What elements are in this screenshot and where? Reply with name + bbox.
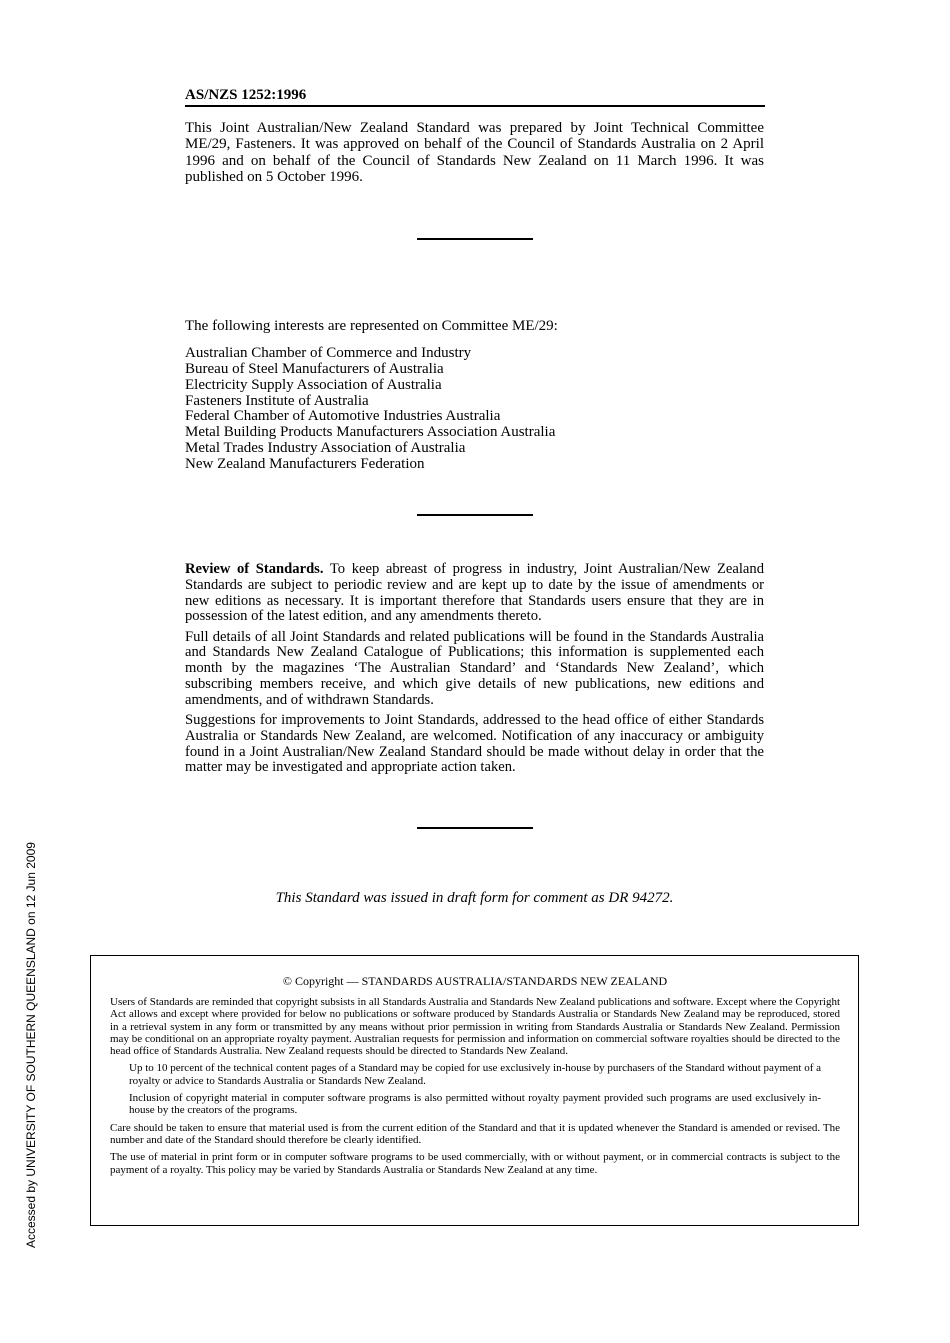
approval-statement: This Joint Australian/New Zealand Standard was prepared by Joint Technical Committee ME/29, Fasteners. It was approved on behalf of the Council of Standards Australia on 2 April 1996 and on behalf of the Council of Standards New Zealand on 11 March 1996. It was published on 5 October 1996. <box>185 120 764 185</box>
list-item: New Zealand Manufacturers Federation <box>185 455 425 472</box>
list-item: Federal Chamber of Automotive Industries Australia <box>185 408 501 425</box>
section-divider <box>417 827 533 829</box>
copyright-paragraph: Up to 10 percent of the technical content pages of a Standard may be copied for use exclusively in-house by purchasers of the Standard without payment of a royalty or advice to Standards Australia or Standards New Zealand. <box>129 1062 821 1087</box>
committee-interests-list <box>185 346 765 473</box>
review-paragraph <box>185 562 764 625</box>
copyright-title: © Copyright — STANDARDS AUSTRALIA/STANDARDS NEW ZEALAND <box>282 974 668 988</box>
list-item: Metal Trades Industry Association of Australia <box>185 440 466 457</box>
standard-number: AS/NZS 1252:1996 <box>185 86 765 107</box>
copyright-paragraph: The use of material in print form or in computer software programs to be used commercially, with or without payment, or in commercial contracts is subject to the payment of a royalty. This policy may be varied by Standards Australia or Standards New Zealand at any time. <box>110 1151 840 1176</box>
list-item: Metal Building Products Manufacturers Association Australia <box>185 424 556 441</box>
review-paragraph-text: To keep abreast of progress in industry, Joint Australian/New Zealand Standards are subject to periodic review and are kept up to date by the issue of amendments or new editions as necessary. It is important therefore that Standards users ensure that they are in possession of the latest edition, and any amendments thereto. <box>185 561 764 625</box>
section-divider <box>417 514 533 516</box>
review-paragraph: Suggestions for improvements to Joint Standards, addressed to the head office of either Standards Australia or Standards New Zealand, are welcomed. Notification of any inaccuracy or ambiguity found in a Joint Australian/New Zealand Standard should be made without delay in order that the matter may be investigated and appropriate action taken. <box>185 711 764 776</box>
list-item: Fasteners Institute of Australia <box>185 392 369 409</box>
copyright-paragraph: Care should be taken to ensure that material used is from the current edition of the Standard and that it is updated whenever the Standard is amended or revised. The number and date of the Standard should therefore be clearly identified. <box>110 1121 840 1146</box>
review-of-standards <box>185 562 764 781</box>
copyright-paragraph: Inclusion of copyright material in computer software programs is also permitted without royalty payment provided such programs are used exclusively in-house by the creators of the programs. <box>129 1092 821 1117</box>
copyright-notice-box <box>90 955 859 1226</box>
access-watermark: Accessed by UNIVERSITY OF SOUTHERN QUEENSLAND on 12 Jun 2009 <box>24 842 38 1248</box>
copyright-paragraph: Users of Standards are reminded that copyright subsists in all Standards Australia and Standards New Zealand publications and software. Except where the Copyright Act allows and except where provided for below no publications or software produced by Standards Australia or Standards New Zealand may be reproduced, stored in a retrieval system in any form or transmitted by any means without prior permission in writing from Standards Australia or Standards New Zealand. Permission may be conditional on an appropriate royalty payment. Australian requests for permission and information on commercial software royalties should be directed to the head office of Standards Australia. New Zealand requests should be directed to Standards New Zealand. <box>110 996 840 1058</box>
committee-intro: The following interests are represented on Committee ME/29: <box>185 318 558 334</box>
review-heading: Review of Standards. <box>185 561 324 577</box>
review-paragraph: Full details of all Joint Standards and related publications will be found in the Standards Australia and Standards New Zealand Catalogue of Publications; this information is supplemented each month by the magazines ‘The Australian Standard’ and ‘Standards New Zealand’, which subscribing members receive, and which give details of new publications, new editions and amendments, and of withdrawn Standards. <box>185 628 764 708</box>
list-item: Electricity Supply Association of Australia <box>185 376 442 393</box>
section-divider <box>417 238 533 240</box>
list-item: Australian Chamber of Commerce and Industry <box>185 345 472 361</box>
draft-note: This Standard was issued in draft form for comment as DR 94272. <box>275 890 674 906</box>
list-item: Bureau of Steel Manufacturers of Australia <box>185 360 444 377</box>
